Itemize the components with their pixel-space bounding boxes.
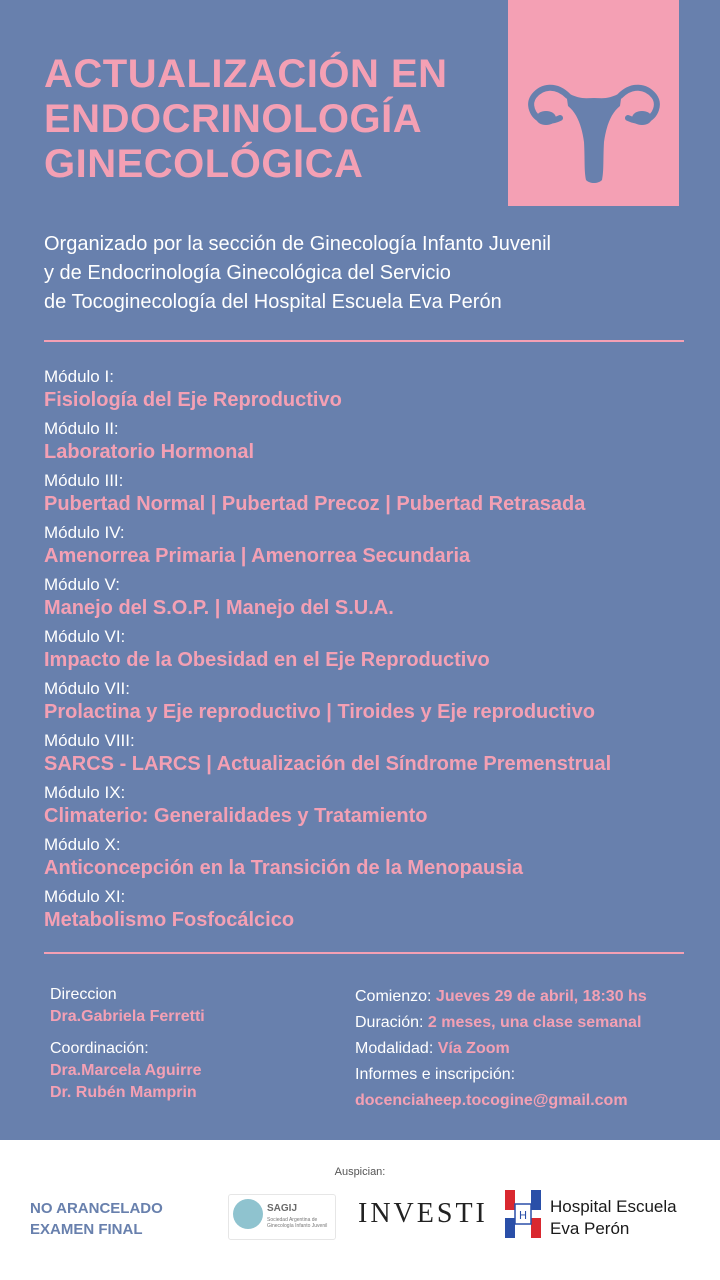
module-item	[44, 626, 704, 678]
module-label: Módulo VIII:	[44, 731, 135, 750]
start-row	[355, 984, 715, 1010]
course-details	[355, 984, 715, 1114]
mode-row	[355, 1036, 715, 1062]
mode-value: Vía Zoom	[437, 1040, 510, 1057]
module-topic: Laboratorio Hormonal	[44, 441, 255, 463]
coordinator-name: Dra.Marcela Aguirre	[50, 1062, 202, 1079]
hospital-name	[550, 1196, 715, 1240]
module-item	[44, 834, 704, 886]
duration-value: 2 meses, una clase semanal	[427, 1014, 642, 1031]
sponsors-label: Auspician:	[334, 1166, 386, 1178]
duration-label: Duración:	[355, 1014, 428, 1031]
module-topic: Impacto de la Obesidad en el Eje Reproductivo	[44, 649, 490, 671]
no-fee-notice	[30, 1198, 200, 1240]
module-label: Módulo II:	[44, 419, 119, 438]
svg-text:H: H	[518, 1209, 528, 1222]
module-item	[44, 886, 704, 938]
divider-top	[44, 340, 684, 342]
sagij-emblem-icon	[233, 1199, 263, 1229]
page-title	[44, 52, 494, 187]
module-topic: Manejo del S.O.P. | Manejo del S.U.A.	[44, 597, 394, 619]
duration-row	[355, 1010, 715, 1036]
module-item	[44, 470, 704, 522]
module-item	[44, 418, 704, 470]
module-item	[44, 678, 704, 730]
investi-logo: INVESTI	[358, 1198, 488, 1229]
info-label: Informes e inscripción:	[355, 1066, 516, 1083]
module-label: Módulo V:	[44, 575, 120, 594]
module-label: Módulo I:	[44, 367, 114, 386]
mode-label: Modalidad:	[355, 1040, 438, 1057]
module-label: Módulo IV:	[44, 523, 125, 542]
module-topic: SARCS - LARCS | Actualización del Síndrome Premenstrual	[44, 753, 612, 775]
module-label: Módulo XI:	[44, 887, 126, 906]
sagij-name: SAGIJ	[267, 1203, 298, 1214]
final-exam-line: EXAMEN FINAL	[30, 1221, 143, 1238]
module-topic: Fisiología del Eje Reproductivo	[44, 389, 342, 411]
module-label: Módulo VII:	[44, 679, 130, 698]
hospital-name-line-2: Eva Perón	[550, 1219, 630, 1238]
module-topic: Metabolismo Fosfocálcico	[44, 909, 295, 931]
sagij-full-name: Sociedad Argentina de Ginecología Infanto Juvenil	[267, 1217, 328, 1229]
module-label: Módulo III:	[44, 471, 124, 490]
uterus-icon	[526, 70, 662, 188]
module-label: Módulo X:	[44, 835, 121, 854]
organizer-line-1: Organizado por la sección de Ginecología Infanto Juvenil	[44, 233, 551, 255]
sponsors-footer	[0, 1140, 720, 1280]
title-line-2: ENDOCRINOLOGÍA	[44, 97, 423, 141]
module-topic: Amenorrea Primaria | Amenorrea Secundaria	[44, 545, 471, 567]
uterus-icon-box	[508, 0, 679, 206]
sagij-logo	[228, 1194, 336, 1240]
no-fee-line: NO ARANCELADO	[30, 1200, 163, 1217]
title-line-1: ACTUALIZACIÓN EN	[44, 52, 448, 96]
organizer-line-2: y de Endocrinología Ginecológica del Servicio	[44, 262, 451, 284]
module-label: Módulo IX:	[44, 783, 126, 802]
organizer-text	[44, 230, 684, 317]
start-label: Comienzo:	[355, 988, 436, 1005]
hospital-name-line-1: Hospital Escuela	[550, 1197, 677, 1216]
module-item	[44, 782, 704, 834]
hospital-cross-icon	[505, 1190, 541, 1238]
module-topic: Pubertad Normal | Pubertad Precoz | Pubertad Retrasada	[44, 493, 586, 515]
direction-label: Direccion	[50, 986, 117, 1003]
contact-email[interactable]: docenciaheep.tocogine@gmail.com	[355, 1092, 628, 1109]
module-item	[44, 574, 704, 626]
module-label: Módulo VI:	[44, 627, 126, 646]
title-line-3: GINECOLÓGICA	[44, 142, 364, 186]
modules-list	[44, 366, 704, 938]
coordinator-name: Dr. Rubén Mamprin	[50, 1084, 197, 1101]
module-item	[44, 522, 704, 574]
module-item	[44, 730, 704, 782]
start-value: Jueves 29 de abril, 18:30 hs	[435, 988, 647, 1005]
staff-info	[50, 984, 330, 1104]
module-topic: Prolactina y Eje reproductivo | Tiroides y Eje reproductivo	[44, 701, 595, 723]
divider-bottom	[44, 952, 684, 954]
organizer-line-3: de Tocoginecología del Hospital Escuela Eva Perón	[44, 291, 502, 313]
coordination-label: Coordinación:	[50, 1040, 149, 1057]
module-item	[44, 366, 704, 418]
module-topic: Anticoncepción en la Transición de la Menopausia	[44, 857, 523, 879]
director-name: Dra.Gabriela Ferretti	[50, 1008, 205, 1025]
module-topic: Climaterio: Generalidades y Tratamiento	[44, 805, 428, 827]
